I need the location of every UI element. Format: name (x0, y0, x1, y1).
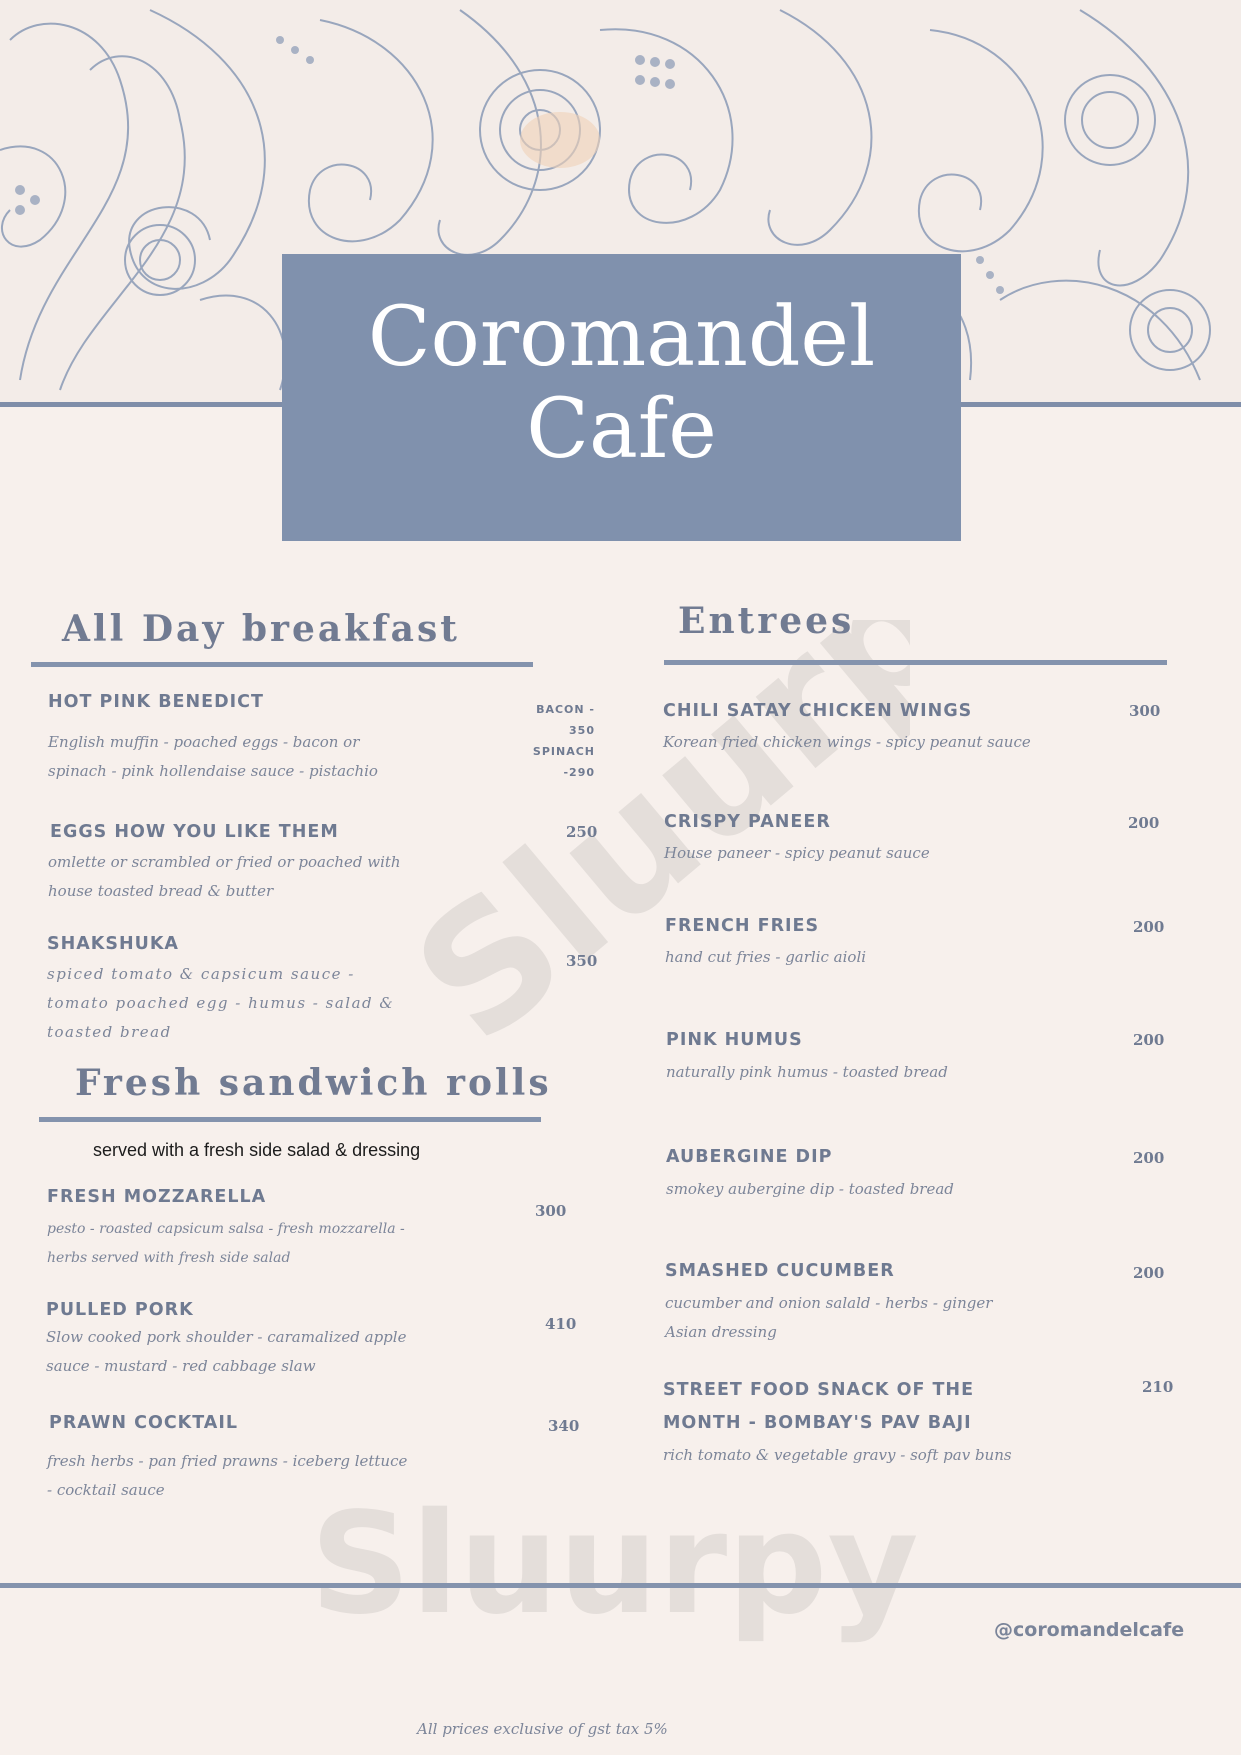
menu-item-price: 340 (548, 1417, 580, 1435)
menu-item-name: HOT PINK BENEDICT (48, 692, 264, 712)
menu-item-name: AUBERGINE DIP (666, 1147, 833, 1167)
menu-item-name: EGGS HOW YOU LIKE THEM (50, 822, 339, 842)
menu-item-description: pesto - roasted capsicum salsa - fresh mozzarella - herbs served with fresh side salad (47, 1221, 405, 1266)
price-option-line: BACON - (536, 703, 595, 716)
section-subtitle-sandwiches: served with a fresh side salad & dressing (93, 1140, 421, 1160)
menu-item-description: cucumber and onion salald - herbs - ginger Asian dressing (665, 1294, 993, 1341)
menu-item-price: 410 (545, 1315, 577, 1333)
menu-item-price-options (515, 699, 595, 783)
menu-item-description: rich tomato & vegetable gravy - soft pav buns (663, 1446, 1012, 1464)
menu-item-price: 350 (566, 952, 598, 970)
menu-item-name: PINK HUMUS (666, 1030, 803, 1050)
menu-item-name: FRESH MOZZARELLA (47, 1187, 267, 1207)
menu-item-price: 250 (566, 823, 598, 841)
menu-item-price: 300 (535, 1202, 567, 1220)
menu-item-name: SMASHED CUCUMBER (665, 1261, 895, 1281)
menu-item-description: hand cut fries - garlic aioli (665, 948, 867, 966)
section-title-entrees: Entrees (678, 600, 855, 642)
menu-item-name: CHILI SATAY CHICKEN WINGS (663, 701, 973, 721)
menu-item-name: PULLED PORK (46, 1300, 194, 1320)
price-option-line: 350 (569, 724, 595, 737)
menu-item-description: House paneer - spicy peanut sauce (664, 844, 930, 862)
section-rule-entrees (664, 660, 1167, 665)
menu-item-name: STREET FOOD SNACK OF THE MONTH - BOMBAY'S PAV BAJI (663, 1380, 975, 1433)
menu-item-price: 200 (1133, 1149, 1165, 1167)
menu-item-price: 200 (1133, 1264, 1165, 1282)
cafe-title-box (282, 254, 961, 541)
section-rule-breakfast (31, 662, 533, 667)
menu-item-price: 200 (1128, 814, 1160, 832)
menu-item-name: FRENCH FRIES (665, 916, 820, 936)
cafe-title-line-1: Coromandel (367, 290, 876, 385)
section-title-sandwiches: Fresh sandwich rolls (75, 1062, 552, 1104)
price-footnote: All prices exclusive of gst tax 5% (417, 1720, 668, 1738)
menu-item-description: spiced tomato & capsicum sauce - tomato poached egg - humus - salad & toasted bread (47, 965, 395, 1041)
menu-item-description: naturally pink humus - toasted bread (666, 1063, 948, 1081)
menu-item-description: fresh herbs - pan fried prawns - iceberg lettuce - cocktail sauce (47, 1452, 408, 1499)
menu-item-name: SHAKSHUKA (47, 934, 179, 954)
menu-item-description: smokey aubergine dip - toasted bread (666, 1180, 954, 1198)
menu-item-description: English muffin - poached eggs - bacon or spinach - pink hollendaise sauce - pistachio (48, 733, 378, 780)
menu-item-description: Slow cooked pork shoulder - caramalized apple sauce - mustard - red cabbage slaw (46, 1328, 407, 1375)
price-option-line: SPINACH (532, 745, 595, 758)
watermark-text: Sluurpy (379, 620, 910, 1080)
menu-item-name: CRISPY PANEER (664, 812, 831, 832)
section-rule-sandwiches (39, 1117, 541, 1122)
menu-item-name: PRAWN COCKTAIL (49, 1413, 239, 1433)
menu-item-description: omlette or scrambled or fried or poached with house toasted bread & butter (48, 853, 401, 900)
cafe-title-line-2: Cafe (526, 382, 717, 477)
menu-item-description: Korean fried chicken wings - spicy peanut sauce (663, 733, 1031, 751)
menu-item-price: 200 (1133, 918, 1165, 936)
social-handle: @coromandelcafe (994, 1619, 1185, 1641)
watermark-text-bottom: Sluurpy (310, 1483, 919, 1646)
menu-item-price: 300 (1129, 702, 1161, 720)
footer-rule (0, 1583, 1241, 1588)
menu-item-price: 210 (1142, 1378, 1174, 1396)
price-option-line: -290 (563, 766, 595, 779)
section-title-breakfast: All Day breakfast (62, 608, 460, 650)
menu-item-price: 200 (1133, 1031, 1165, 1049)
